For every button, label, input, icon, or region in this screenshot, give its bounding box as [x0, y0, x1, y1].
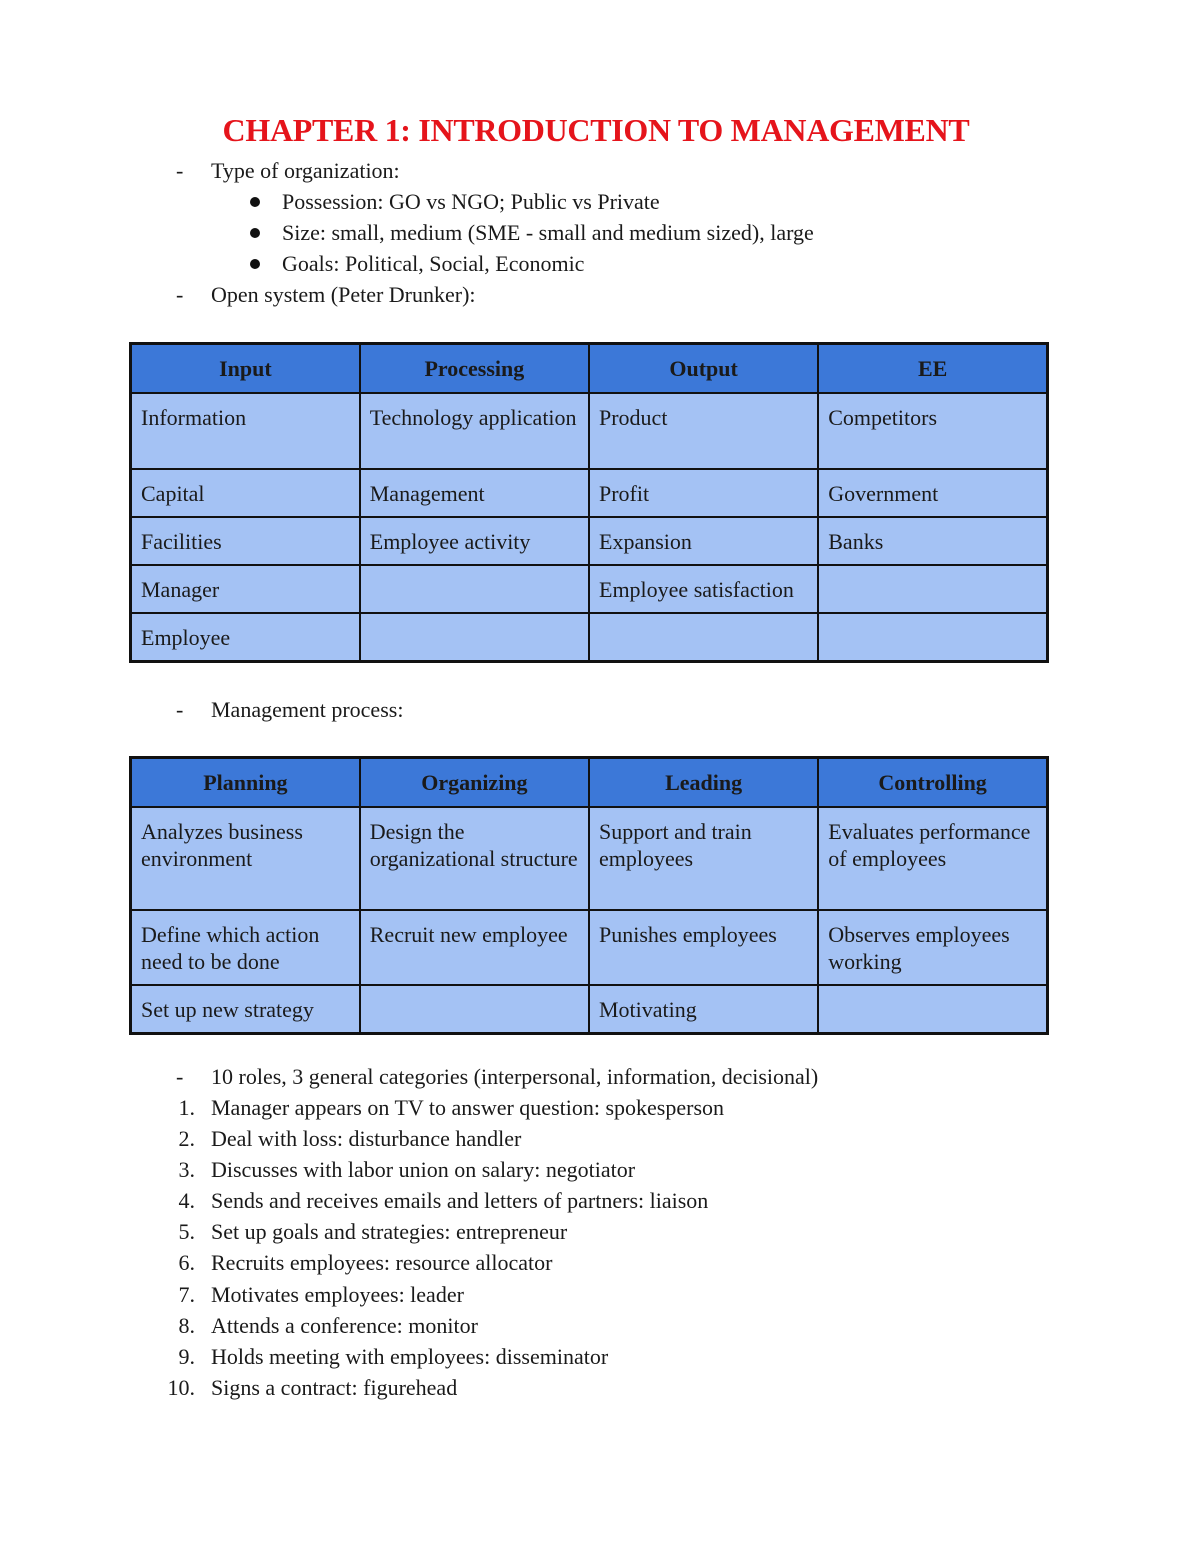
- table-cell: Profit: [589, 469, 818, 517]
- table-cell: Expansion: [589, 517, 818, 565]
- open-system-table: [129, 342, 1049, 663]
- dash-marker: -: [176, 282, 184, 307]
- table-cell: Recruit new employee: [360, 910, 589, 985]
- bullet-icon: [250, 259, 260, 269]
- list-number: 5.: [178, 1219, 195, 1244]
- table-cell: Define which action need to be done: [131, 910, 360, 985]
- list-text: Set up goals and strategies: entrepreneur: [211, 1219, 568, 1244]
- table-cell: Support and train employees: [589, 807, 818, 910]
- list-text: Manager appears on TV to answer question: spokesperson: [211, 1095, 725, 1120]
- table-cell: Product: [589, 393, 818, 469]
- roles-heading: 10 roles, 3 general categories (interpersonal, information, decisional): [211, 1064, 819, 1089]
- list-number: 8.: [178, 1313, 195, 1338]
- table-cell: [589, 613, 818, 662]
- table-cell: Government: [818, 469, 1047, 517]
- list-text: Deal with loss: disturbance handler: [211, 1126, 522, 1151]
- table-cell: [360, 985, 589, 1034]
- list-number: 1.: [178, 1095, 195, 1120]
- list-text: Holds meeting with employees: disseminator: [211, 1344, 609, 1369]
- table-row: [131, 565, 1048, 613]
- table-cell: Technology application: [360, 393, 589, 469]
- table-cell: [360, 613, 589, 662]
- dash-marker: -: [176, 1064, 184, 1089]
- list-text: Sends and receives emails and letters of partners: liaison: [211, 1188, 709, 1213]
- list-number: 6.: [178, 1250, 195, 1275]
- table-cell: [818, 985, 1047, 1034]
- table-row: [131, 517, 1048, 565]
- list-text: Recruits employees: resource allocator: [211, 1250, 553, 1275]
- table-cell: Employee satisfaction: [589, 565, 818, 613]
- bullet-icon: [250, 228, 260, 238]
- list-text: Attends a conference: monitor: [211, 1313, 478, 1338]
- column-header: Processing: [360, 344, 589, 393]
- bullet-text: Possession: GO vs NGO; Public vs Private: [282, 189, 660, 214]
- list-number: 10.: [167, 1375, 195, 1400]
- table-header-row: [131, 758, 1048, 807]
- table-header-row: [131, 344, 1048, 393]
- column-header: Controlling: [818, 758, 1047, 807]
- dash-marker: -: [176, 158, 184, 183]
- list-number: 3.: [178, 1157, 195, 1182]
- table-cell: Motivating: [589, 985, 818, 1034]
- open-system-heading: Open system (Peter Drunker):: [211, 282, 476, 307]
- list-number: 9.: [178, 1344, 195, 1369]
- table-row: [131, 985, 1048, 1034]
- table-cell: Punishes employees: [589, 910, 818, 985]
- table-cell: Facilities: [131, 517, 360, 565]
- column-header: EE: [818, 344, 1047, 393]
- table-cell: Evaluates performance of employees: [818, 807, 1047, 910]
- bullet-icon: [250, 197, 260, 207]
- table-row: [131, 393, 1048, 469]
- column-header: Input: [131, 344, 360, 393]
- table-row: [131, 807, 1048, 910]
- column-header: Leading: [589, 758, 818, 807]
- table-cell: [818, 613, 1047, 662]
- table-cell: Competitors: [818, 393, 1047, 469]
- chapter-title: CHAPTER 1: INTRODUCTION TO MANAGEMENT: [222, 112, 970, 148]
- table-row: [131, 469, 1048, 517]
- table-cell: Design the organizational structure: [360, 807, 589, 910]
- list-text: Discusses with labor union on salary: negotiator: [211, 1157, 636, 1182]
- table-row: [131, 910, 1048, 985]
- table-cell: Employee activity: [360, 517, 589, 565]
- table-cell: Employee: [131, 613, 360, 662]
- table-row: [131, 613, 1048, 662]
- list-number: 4.: [178, 1188, 195, 1213]
- table-cell: Set up new strategy: [131, 985, 360, 1034]
- table-cell: Manager: [131, 565, 360, 613]
- table-cell: Observes employees working: [818, 910, 1047, 985]
- management-process-table: [129, 756, 1049, 1035]
- list-text: Signs a contract: figurehead: [211, 1375, 458, 1400]
- table-cell: Capital: [131, 469, 360, 517]
- table-cell: Analyzes business environment: [131, 807, 360, 910]
- list-number: 7.: [178, 1282, 195, 1307]
- column-header: Planning: [131, 758, 360, 807]
- table-cell: [360, 565, 589, 613]
- list-text: Motivates employees: leader: [211, 1282, 464, 1307]
- type-of-org-heading: Type of organization:: [211, 158, 400, 183]
- bullet-text: Goals: Political, Social, Economic: [282, 251, 585, 276]
- table-cell: Banks: [818, 517, 1047, 565]
- list-number: 2.: [178, 1126, 195, 1151]
- column-header: Organizing: [360, 758, 589, 807]
- column-header: Output: [589, 344, 818, 393]
- bullet-text: Size: small, medium (SME - small and medium sized), large: [282, 220, 814, 245]
- management-process-heading: Management process:: [211, 697, 404, 722]
- table-cell: Management: [360, 469, 589, 517]
- dash-marker: -: [176, 697, 184, 722]
- table-cell: Information: [131, 393, 360, 469]
- table-cell: [818, 565, 1047, 613]
